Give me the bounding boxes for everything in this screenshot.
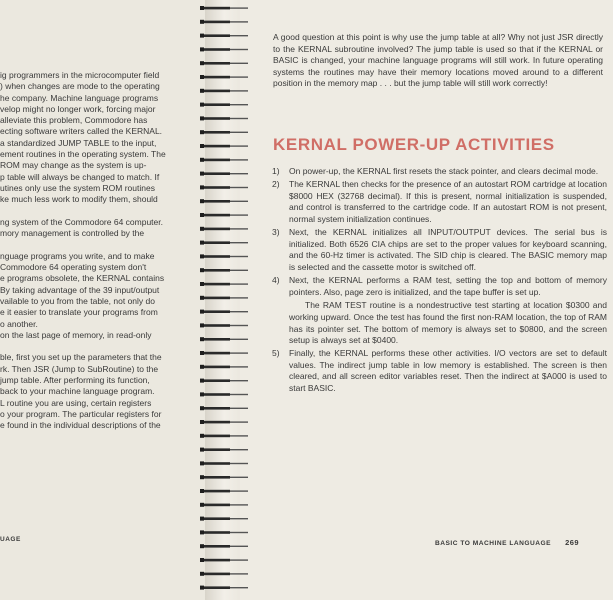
binding-ring [200,337,248,341]
binding-ring [200,103,248,107]
left-page-line: e programs obsolete, the KERNAL contains [0,273,165,284]
left-page-line: e it easier to translate your programs from [0,307,158,318]
left-page-line: ke much less work to modify them, should [0,194,158,205]
binding-ring [200,448,248,452]
binding-ring [200,34,248,38]
left-page-line: mory management is controlled by the [0,228,145,239]
item-number: 5) [272,348,280,359]
item-text: Next, the KERNAL performs a RAM test, setting the top and bottom of memory pointers. Also, page zero is initialized, and the tape buffer is set up. [289,275,607,297]
left-page-line: jump table. After performing its function, [0,375,150,386]
running-footer-title: BASIC TO MACHINE LANGUAGE [435,540,552,547]
item-text: The KERNAL then checks for the presence of an autostart ROM cartridge at location $8000 HEX (32768 decimal). If this is present, normal initialization is suspended, and control is transferred to the cartridge code. If an autostart ROM is not present, normal system initialization continues. [289,179,607,224]
left-page-line: nguage programs you write, and to make [0,250,155,261]
left-page-line: velop might no longer work, forcing major [0,103,156,114]
left-page-line: ig programmers in the microcomputer field [0,70,160,80]
spiral-binding [198,0,254,600]
left-page-line: By taking advantage of the 39 input/output [0,284,160,295]
left-page-line: utines only use the system ROM routines [0,182,155,193]
left-page [0,0,212,600]
binding-ring [200,282,248,286]
binding-ring [200,503,248,507]
binding-ring [200,172,248,176]
binding-ring [200,517,248,521]
item-number: 2) [272,179,280,190]
binding-ring [200,61,248,65]
power-up-steps-list [272,166,607,396]
binding-ring [200,434,248,438]
binding-ring [200,89,248,93]
binding-ring [200,6,248,10]
list-item [272,166,607,178]
left-page-line: rk. Then JSR (Jump to SubRoutine) to the [0,363,159,374]
left-page-line [0,206,205,217]
binding-ring [200,323,248,327]
right-page [240,0,613,600]
binding-ring [200,75,248,79]
left-page-line: e found in the individual descriptions of the [0,420,161,431]
binding-ring [200,254,248,258]
left-page-line: o another. [0,318,38,329]
binding-ring [200,199,248,203]
left-page-footer: UAGE [0,536,21,543]
item-text-continued: The RAM TEST routine is a nondestructive test starting at location $0300 and working upward. Once the test has found the first non-RAM location, the top of RAM has its pointer set. The bottom of memory is always set to $0800, and the screen setup is always set at $0400. [289,300,607,346]
binding-ring [200,475,248,479]
binding-ring [200,489,248,493]
binding-ring [200,392,248,396]
left-page-line: L routine you are using, certain registers [0,397,152,408]
binding-ring [200,310,248,314]
binding-ring [200,185,248,189]
list-item [272,275,607,347]
left-page-line: o your program. The particular registers for [0,408,162,419]
binding-ring [200,586,248,590]
item-number: 3) [272,227,280,238]
binding-ring [200,116,248,120]
binding-ring [200,365,248,369]
binding-ring [200,241,248,245]
binding-ring [200,268,248,272]
left-page-line: back to your machine language program. [0,386,155,397]
item-text: Finally, the KERNAL performs these other activities. I/O vectors are set to default values. The indirect jump table in low memory is established. The screen is then cleared, and all screen editor variables reset. Then the indirect at $A000 is used to start BASIC. [289,348,607,394]
item-text: On power-up, the KERNAL first resets the stack pointer, and clears decimal mode. [289,166,599,176]
binding-ring [200,530,248,534]
item-number: 4) [272,275,280,286]
binding-ring [200,461,248,465]
page-number: 269 [565,538,580,547]
page-footer [435,538,579,547]
left-page-line: vailable to you from the table, not only do [0,295,155,306]
binding-ring [200,158,248,162]
binding-ring [200,420,248,424]
binding-ring [200,130,248,134]
list-item [272,227,607,273]
list-item [272,348,607,394]
binding-ring [200,351,248,355]
left-page-line: a standardized JUMP TABLE to the input, [0,137,157,148]
item-body [289,275,607,347]
section-heading: KERNAL POWER-UP ACTIVITIES [273,135,555,154]
left-page-line: ng system of the Commodore 64 computer. [0,216,163,227]
left-page-line: ement routines in the operating system. The [0,149,166,160]
left-page-text [0,70,205,432]
left-page-line [0,341,205,352]
left-page-line: p table will always be changed to match. If [0,171,160,182]
binding-ring [200,227,248,231]
left-page-line: ble, first you set up the parameters that the [0,352,162,363]
left-page-line: on the last page of memory, in read-only [0,329,152,340]
left-page-line: he company. Machine language programs [0,92,159,103]
left-page-line [0,239,205,250]
binding-ring [200,544,248,548]
binding-ring [200,572,248,576]
binding-ring [200,379,248,383]
left-page-line: ecting software writers called the KERNAL. [0,126,163,137]
left-page-line: Commodore 64 operating system don't [0,262,147,273]
binding-ring [200,144,248,148]
intro-paragraph: A good question at this point is why use the jump table at all? Why not just JSR directly to the KERNAL subroutine involved? The jump table is used so that if the KERNAL or BASIC is changed, your machine language programs will still work. In future operating systems the routines may have their memory locations moved around to a different position in the memory map . . . but the jump table will still work correctly! [273,32,603,89]
binding-ring [200,20,248,24]
item-text: Next, the KERNAL initializes all INPUT/OUTPUT devices. The serial bus is initialized. Both 6526 CIA chips are set to the proper values for keyboard scanning, and the 60-Hz timer is activated. The SID chip is cleared. The BASIC memory map is selected and the cassette motor is switched off. [289,227,607,272]
binding-ring [200,406,248,410]
left-page-line: alleviate this problem, Commodore has [0,115,148,126]
binding-ring [200,558,248,562]
left-page-line: ROM may change as the system is up- [0,160,147,171]
list-item [272,179,607,225]
item-number: 1) [272,166,280,176]
binding-ring [200,47,248,51]
binding-ring [200,213,248,217]
left-page-line: ) when changes are mode to the operating [0,81,160,92]
binding-ring [200,296,248,300]
